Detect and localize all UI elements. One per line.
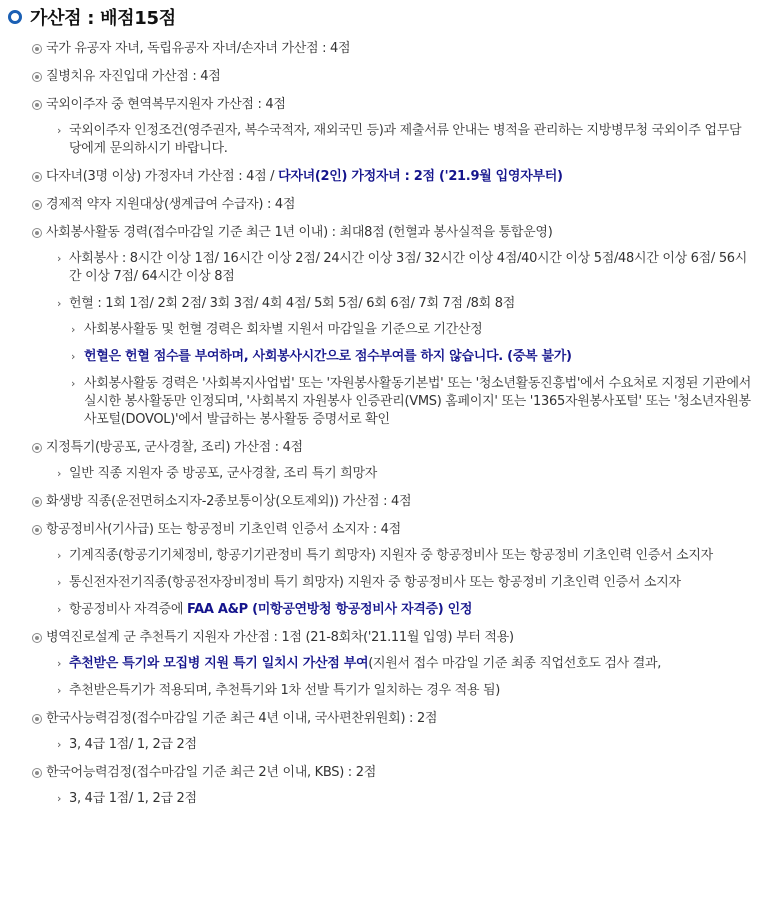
arrow-bullet-icon: ›: [57, 124, 62, 137]
circle-bullet-icon: [32, 768, 42, 778]
list-item-level-1: [8, 629, 752, 647]
list-item-level-2: [8, 790, 752, 808]
list-item-level-2: [8, 736, 752, 754]
circle-bullet-icon: [32, 633, 42, 643]
item-text: 다자녀(3명 이상) 가정자녀 가산점 : 4점 /: [46, 169, 279, 184]
arrow-bullet-icon: ›: [57, 603, 62, 616]
item-tail-text: (지원서 접수 마감일 기준 최종 직업선호도 검사 결과,: [368, 656, 662, 671]
list-item-level-1: [8, 40, 752, 58]
arrow-bullet-icon: ›: [57, 549, 62, 562]
list-item-level-1: [8, 96, 752, 114]
circle-bullet-icon: [32, 525, 42, 535]
list-item-level-1: [8, 68, 752, 86]
list-item-level-1: [8, 764, 752, 782]
list-item-level-3: [8, 321, 752, 339]
item-text: 일반 직종 지원자 중 방공포, 군사경찰, 조리 특기 희망자: [69, 466, 377, 481]
circle-bullet-icon: [8, 10, 22, 24]
list-item-level-1: [8, 168, 752, 186]
list-item-level-3: [8, 375, 752, 429]
item-emphasis-text: 다자녀(2인) 가정자녀 : 2점 ('21.9월 입영자부터): [278, 169, 563, 184]
arrow-bullet-icon: ›: [57, 738, 62, 751]
list-item-level-2: [8, 547, 752, 565]
circle-bullet-icon: [32, 100, 42, 110]
item-text: 국외이주자 인정조건(영주권자, 복수국적자, 재외국민 등)과 제출서류 안내는 병적을 관리하는 지방병무청 국외이주 업무담당에게 문의하시기 바랍니다.: [69, 123, 742, 156]
item-text: 항공정비사 자격증에: [69, 602, 187, 617]
list-item-level-2: [8, 574, 752, 592]
item-text: 추천받은특기가 적용되며, 추천특기와 1차 선발 특기가 일치하는 경우 적용 됨): [69, 683, 501, 698]
list-item-level-1: [8, 521, 752, 539]
arrow-bullet-icon: ›: [71, 350, 76, 363]
item-text: 국외이주자 중 현역복무지원자 가산점 : 4점: [46, 97, 286, 112]
item-text: 항공정비사(기사급) 또는 항공정비 기초인력 인증서 소지자 : 4점: [46, 522, 401, 537]
list-item-level-2: [8, 295, 752, 313]
arrow-bullet-icon: ›: [57, 576, 62, 589]
circle-bullet-icon: [32, 714, 42, 724]
item-text: 3, 4급 1점/ 1, 2급 2점: [69, 791, 197, 806]
list-item-level-2: [8, 465, 752, 483]
item-text: 헌혈 : 1회 1점/ 2회 2점/ 3회 3점/ 4회 4점/ 5회 5점/ 6회 6점/ 7회 7점 /8회 8점: [69, 296, 515, 311]
arrow-bullet-icon: ›: [57, 252, 62, 265]
list-item-level-2: [8, 250, 752, 286]
item-text: 국가 유공자 자녀, 독립유공자 자녀/손자녀 가산점 : 4점: [46, 41, 351, 56]
item-text: 3, 4급 1점/ 1, 2급 2점: [69, 737, 197, 752]
page-title: 가산점 : 배점15점: [30, 8, 176, 29]
item-text: 경제적 약자 지원대상(생계급여 수급자) : 4점: [46, 197, 296, 212]
list-item-level-1: [8, 224, 752, 242]
item-emphasis-text: FAA A&P (미항공연방청 항공정비사 자격증) 인정: [187, 602, 473, 617]
arrow-bullet-icon: ›: [71, 323, 76, 336]
item-text: 사회봉사활동 경력은 '사회복지사업법' 또는 '자원봉사활동기본법' 또는 '청소년활동진흥법'에서 수요처로 지정된 기관에서 실시한 봉사활동만 인정되며, '사회복지 자원봉사 인증관리(VMS) 홈페이지' 또는 '1365자원봉사포털' 또는 '청소년자원봉사포털(DOVOL)'에서 발급하는 봉사활동 증명서로 확인: [84, 376, 752, 427]
bonus-points-list: [8, 40, 752, 808]
circle-bullet-icon: [32, 228, 42, 238]
list-item-level-2: [8, 122, 752, 158]
item-text: 기계직종(항공기기체정비, 항공기기관정비 특기 희망자) 지원자 중 항공정비사 또는 항공정비 기초인력 인증서 소지자: [69, 548, 713, 563]
list-item-level-2: [8, 682, 752, 700]
item-text: 지정특기(방공포, 군사경찰, 조리) 가산점 : 4점: [46, 440, 303, 455]
arrow-bullet-icon: ›: [57, 297, 62, 310]
circle-bullet-icon: [32, 200, 42, 210]
arrow-bullet-icon: ›: [57, 684, 62, 697]
item-text: 한국사능력검정(접수마감일 기준 최근 4년 이내, 국사편찬위원회) : 2점: [46, 711, 438, 726]
item-text: 사회봉사 : 8시간 이상 1점/ 16시간 이상 2점/ 24시간 이상 3점/ 32시간 이상 4점/40시간 이상 5점/48시간 이상 6점/ 56시간 이상 7점/ 64시간 이상 8점: [69, 251, 748, 284]
item-text: 병역진로설계 군 추천특기 지원자 가산점 : 1점 (21-8회차('21.11월 입영) 부터 적용): [46, 630, 514, 645]
circle-bullet-icon: [32, 172, 42, 182]
section-heading: [8, 4, 752, 30]
list-item-level-2: [8, 601, 752, 619]
item-text: 한국어능력검정(접수마감일 기준 최근 2년 이내, KBS) : 2점: [46, 765, 376, 780]
item-text: 화생방 직종(운전면허소지자-2종보통이상(오토제외)) 가산점 : 4점: [46, 494, 412, 509]
arrow-bullet-icon: ›: [71, 377, 76, 390]
item-emphasis-text: 추천받은 특기와 모집병 지원 특기 일치시 가산점 부여: [69, 656, 369, 671]
list-item-level-3: [8, 348, 752, 366]
arrow-bullet-icon: ›: [57, 657, 62, 670]
arrow-bullet-icon: ›: [57, 792, 62, 805]
item-text: 질병치유 자진입대 가산점 : 4점: [46, 69, 221, 84]
item-text: 사회봉사활동 및 헌혈 경력은 회차별 지원서 마감일을 기준으로 기간산정: [84, 322, 483, 337]
circle-bullet-icon: [32, 497, 42, 507]
circle-bullet-icon: [32, 72, 42, 82]
list-item-level-2: [8, 655, 752, 673]
item-text: 통신전자전기직종(항공전자장비정비 특기 희망자) 지원자 중 항공정비사 또는 항공정비 기초인력 인증서 소지자: [69, 575, 681, 590]
circle-bullet-icon: [32, 44, 42, 54]
circle-bullet-icon: [32, 443, 42, 453]
item-emphasis-text: 헌혈은 헌혈 점수를 부여하며, 사회봉사시간으로 점수부여를 하지 않습니다. (중복 불가): [84, 349, 572, 364]
arrow-bullet-icon: ›: [57, 467, 62, 480]
list-item-level-1: [8, 710, 752, 728]
list-item-level-1: [8, 196, 752, 214]
item-text: 사회봉사활동 경력(접수마감일 기준 최근 1년 이내) : 최대8점 (헌혈과 봉사실적을 통합운영): [46, 225, 553, 240]
list-item-level-1: [8, 439, 752, 457]
list-item-level-1: [8, 493, 752, 511]
